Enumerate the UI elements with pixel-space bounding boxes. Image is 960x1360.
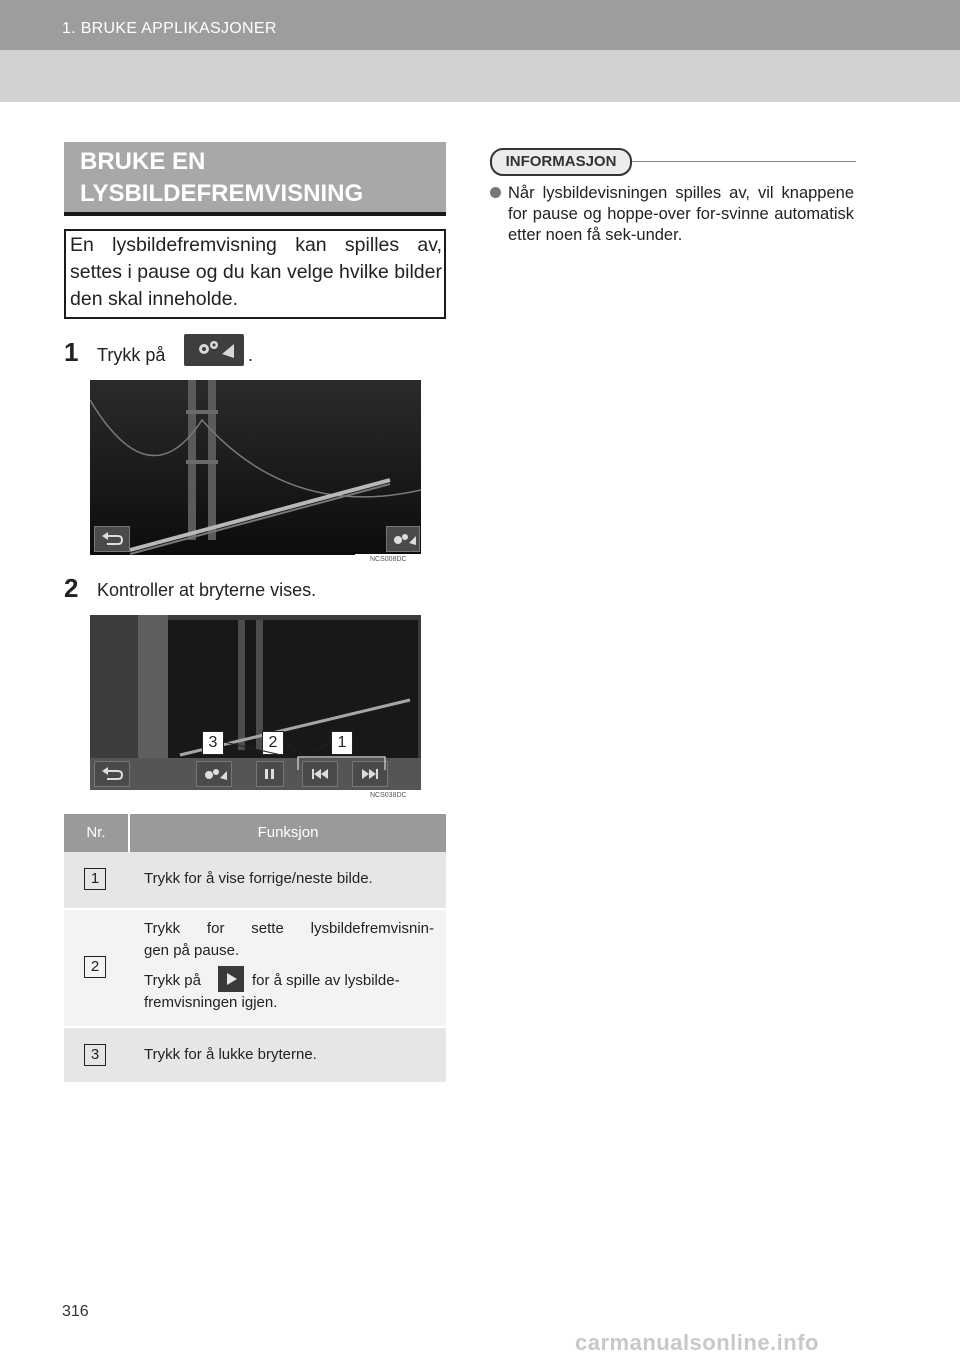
info-text: Når lysbildevisningen spilles av, vil knappene for pause og hoppe-over for-svinne automatisk etter noen få sek-under. — [508, 184, 854, 244]
info-label: INFORMASJON — [490, 148, 632, 176]
table-header-nr: Nr. — [64, 814, 128, 852]
bullet-icon — [490, 187, 501, 198]
row-text-line3-before: Trykk på — [144, 972, 201, 989]
section-title-line2: LYSBILDEFREMVISNING — [80, 180, 364, 207]
step-2-number: 2 — [64, 573, 79, 603]
section-title-line1: BRUKE EN — [80, 148, 206, 175]
figure-2-code: NCS038DC — [370, 792, 407, 799]
row-text-line3-after: for å spille av lysbilde- — [252, 972, 400, 989]
callout-1: 1 — [331, 731, 353, 755]
step-1-text: Trykk på — [97, 345, 166, 365]
page-number: 316 — [62, 1303, 89, 1320]
info-rule — [628, 161, 856, 162]
intro-text: En lysbildefremvisning kan spilles av, settes i pause og du kan velge hvilke bilder den skal inneholde. — [70, 234, 442, 310]
row-text: Trykk for å lukke bryterne. — [144, 1046, 317, 1063]
callout-2: 2 — [262, 731, 284, 755]
watermark: carmanualsonline.info — [575, 1330, 819, 1355]
row-text-line2: gen på pause. — [144, 942, 240, 959]
row-number-box: 1 — [84, 868, 106, 890]
step-1-number: 1 — [64, 337, 79, 367]
row-text-line4: fremvisningen igjen. — [144, 994, 278, 1011]
table-row — [64, 1028, 446, 1082]
figure-1-code: NCS008DC — [370, 556, 407, 563]
row-number-box: 3 — [84, 1044, 106, 1066]
callout-3: 3 — [202, 731, 224, 755]
table-row — [64, 910, 446, 1026]
row-number-box: 2 — [84, 956, 106, 978]
row-text: Trykk for å vise forrige/neste bilde. — [144, 870, 373, 887]
play-icon — [218, 966, 244, 992]
table-header-funksjon: Funksjon — [130, 814, 446, 852]
step-1-period: . — [248, 345, 254, 365]
step-2-text: Kontroller at bryterne vises. — [97, 580, 317, 600]
table-row — [64, 852, 446, 908]
row-text-line1: Trykk for sette lysbildefremvisnin- — [144, 920, 434, 937]
chapter-title: 1. BRUKE APPLIKASJONER — [62, 20, 277, 37]
play-button-inline — [218, 966, 244, 992]
